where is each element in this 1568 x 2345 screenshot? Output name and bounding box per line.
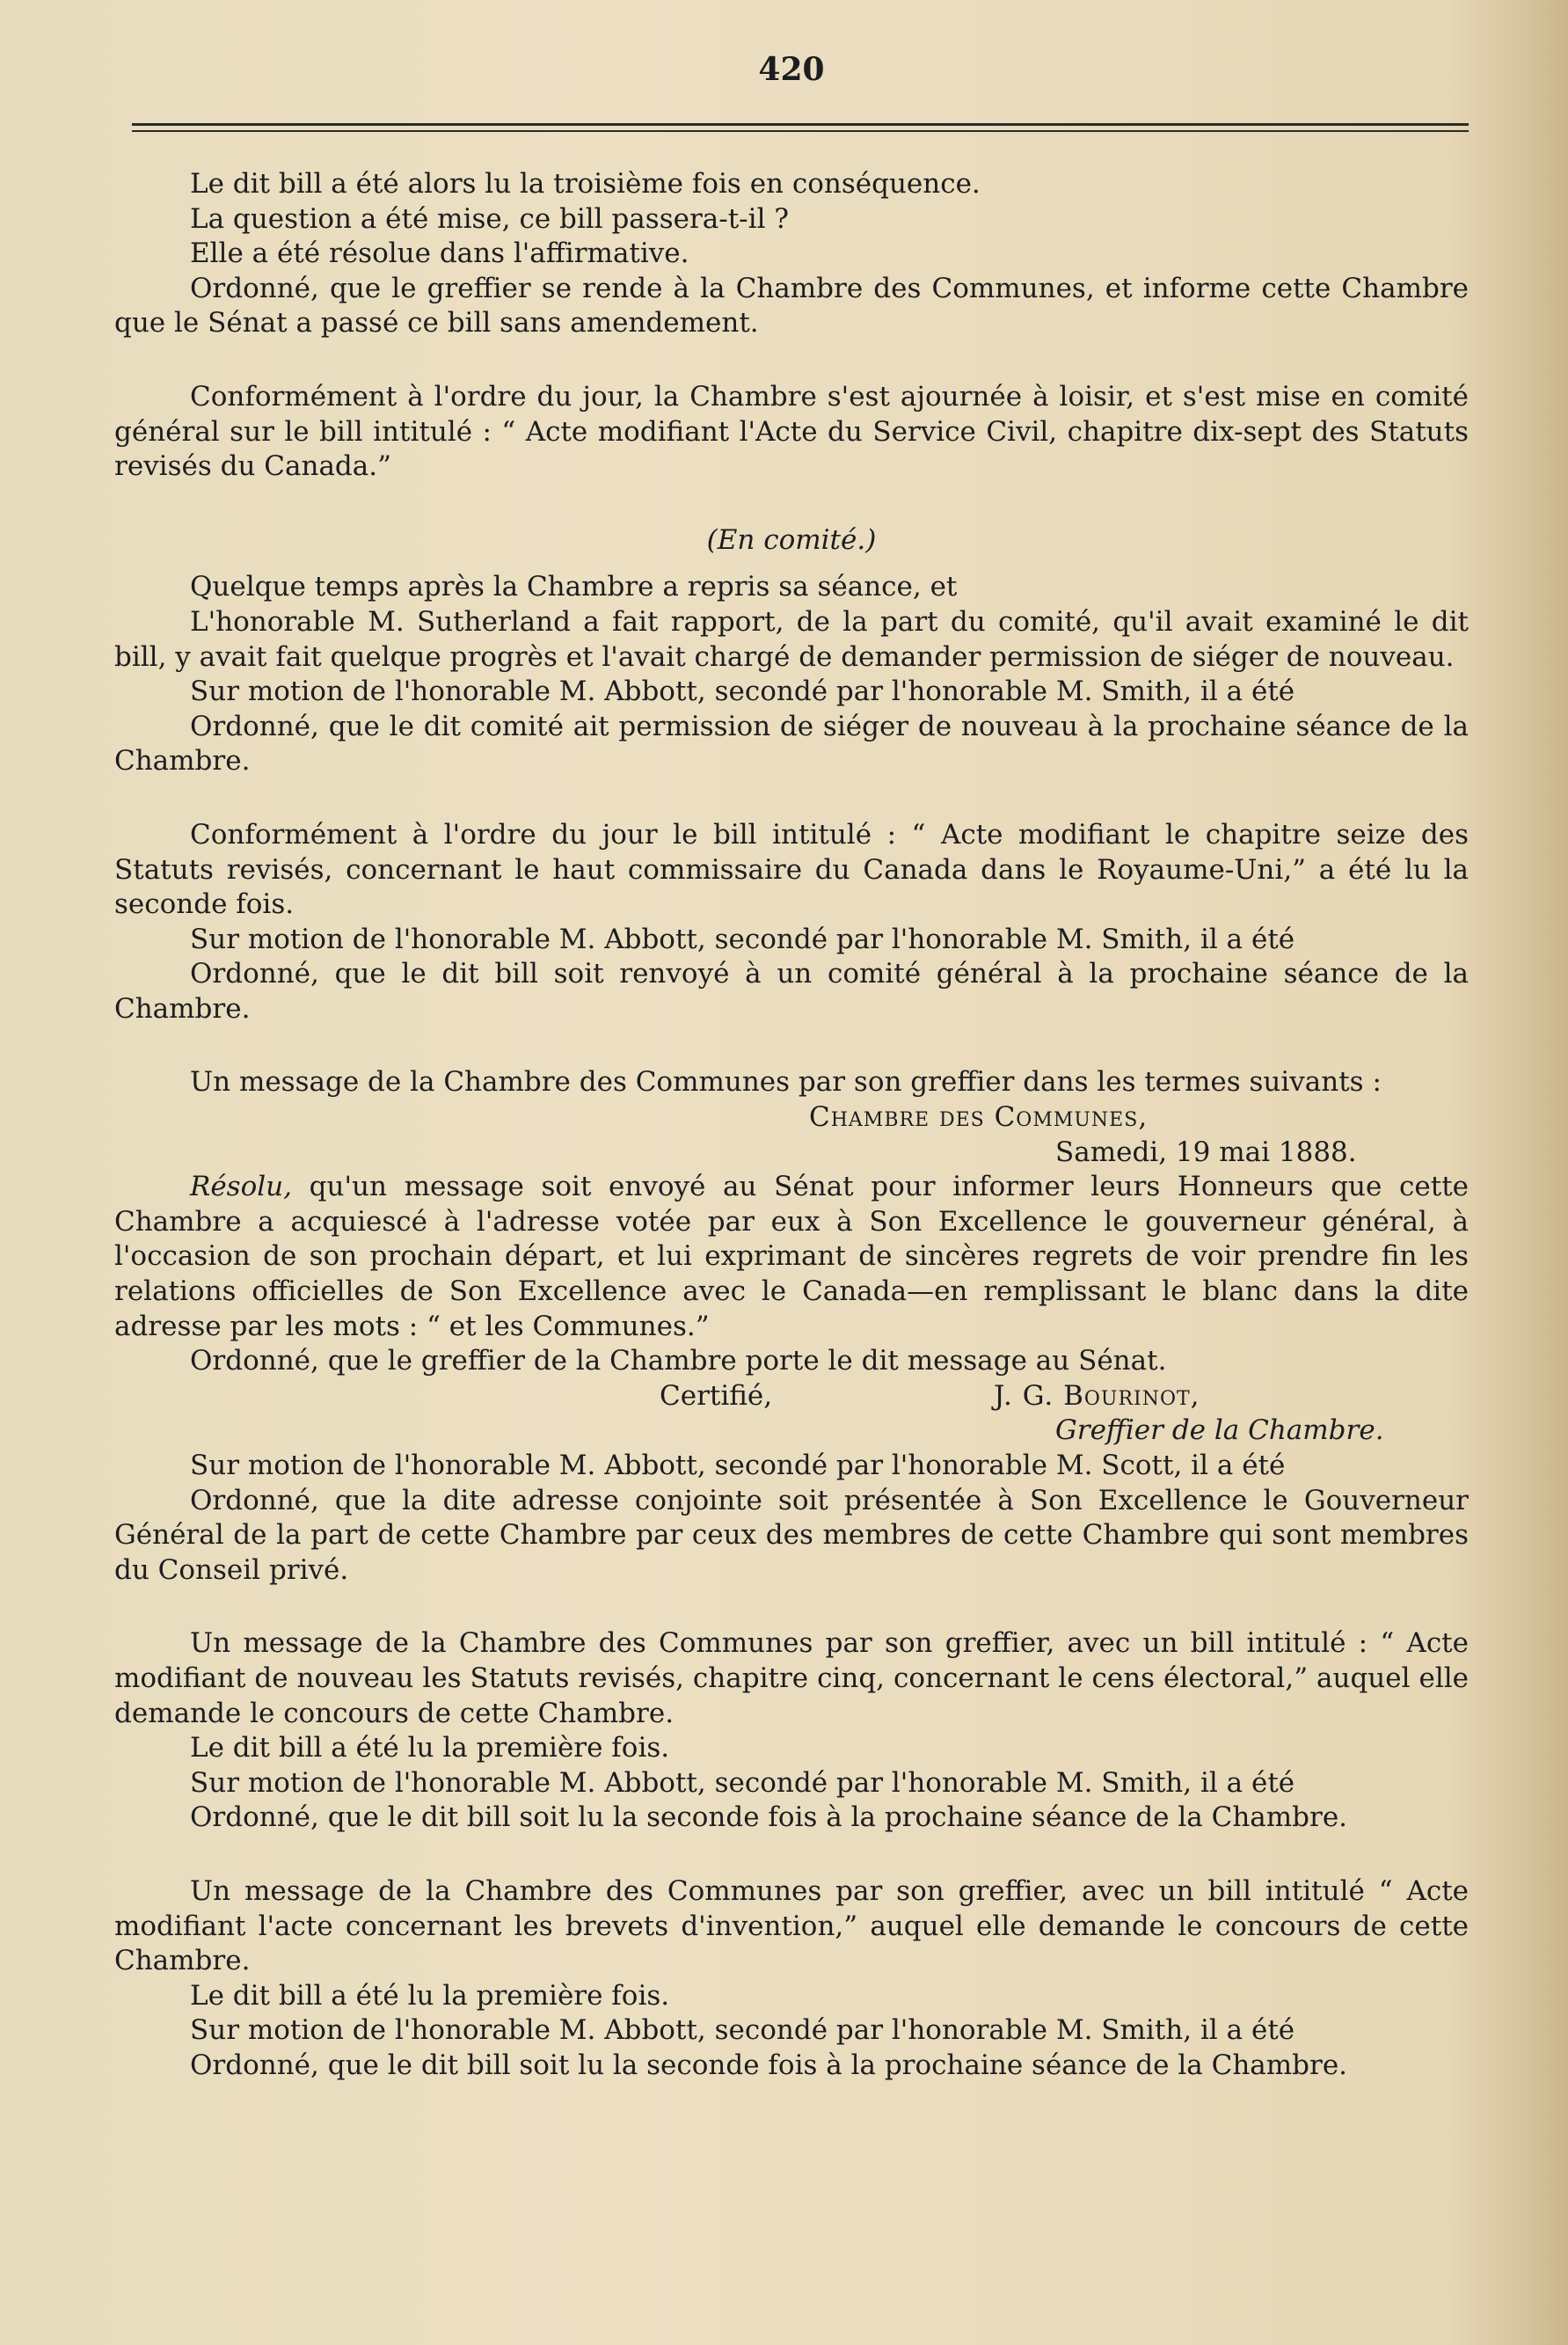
paragraph-affirmative: Elle a été résolue dans l'affirmative. [190, 237, 689, 270]
paragraph-order-general-committee: Ordonné, que le dit bill soit renvoyé à un comité général à la prochaine séance de la Chambre. [114, 958, 1469, 1025]
heading-en-comite: (En comité.) [706, 523, 877, 556]
paragraph-resumed-sitting: Quelque temps après la Chambre a repris sa séance, et [190, 571, 958, 603]
paragraph-order-second-reading: Ordonné, que le dit bill soit lu la seconde fois à la prochaine séance de la Chambre. [190, 2049, 1348, 2081]
paragraph-motion-abbott-scott: Sur motion de l'honorable M. Abbott, secondé par l'honorable M. Scott, il a été [190, 1450, 1286, 1481]
spacer [114, 341, 1469, 380]
paragraph-commons-message: Un message de la Chambre des Communes par son greffier dans les termes suivants : [190, 1066, 1382, 1099]
message-date: Samedi, 19 mai 1888. [1055, 1136, 1357, 1168]
spacer [114, 558, 1469, 570]
spacer [114, 779, 1469, 818]
spacer [114, 1588, 1469, 1626]
paragraph-order-second-reading: Ordonné, que le dit bill soit lu la seconde fois à la prochaine séance de la Chambre. [190, 1801, 1348, 1834]
paragraph-motion-abbott-smith: Sur motion de l'honorable M. Abbott, secondé par l'honorable M. Smith, il a été [190, 1766, 1295, 1799]
clerk-title: Greffier de la Chambre. [1055, 1414, 1384, 1447]
paragraph-electoral-bill-message: Un message de la Chambre des Communes par son greffier, avec un bill intitulé : “ Acte modifiant de nouveau les Statuts revisés, chapitre cinq, concernant le cens électoral,” auquel elle demande le concours de cette Chambre. [114, 1627, 1469, 1729]
paragraph-motion-abbott-smith: Sur motion de l'honorable M. Abbott, secondé par l'honorable M. Smith, il a été [190, 923, 1295, 955]
paragraph-patents-bill-message: Un message de la Chambre des Communes par son greffier, avec un bill intitulé “ Acte modifiant l'acte concernant les brevets d'invention,” auquel elle demande le concours de cette Chambre. [114, 1874, 1469, 1977]
paragraph-sutherland-report: L'honorable M. Sutherland a fait rapport, de la part du comité, qu'il avait examiné le dit bill, y avait fait quelque progrès et l'avait chargé de demander permission de siéger de nouveau. [114, 605, 1469, 673]
paragraph-question: La question a été mise, ce bill passera-t-il ? [190, 202, 789, 235]
document-body [114, 167, 1469, 2084]
paragraph-high-commissioner-bill: Conformément à l'ordre du jour le bill intitulé : “ Acte modifiant le chapitre seize des Statuts revisés, concernant le haut commissaire du Canada dans le Royaume-Uni,” a été lu la seconde fois. [114, 818, 1469, 921]
clerk-name: J. G. Bourinot, [994, 1379, 1200, 1412]
paragraph-order-clerk: Ordonné, que le greffier se rende à la Chambre des Communes, et informe cette Chambre que le Sénat a passé ce bill sans amendement. [114, 272, 1469, 340]
paragraph-order-joint-address: Ordonné, que la dite adresse conjointe soit présentée à Son Excellence le Gouverneur Général de la part de cette Chambre par ceux des membres de cette Chambre qui sont membres du Conseil privé. [114, 1484, 1469, 1586]
page-number: 420 [758, 51, 825, 88]
paragraph-first-reading: Le dit bill a été lu la première fois. [190, 1732, 670, 1764]
paragraph-motion-abbott-smith: Sur motion de l'honorable M. Abbott, secondé par l'honorable M. Smith, il a été [190, 2014, 1295, 2047]
paragraph-order-committee-sit: Ordonné, que le dit comité ait permission de siéger de nouveau à la prochaine séance de la Chambre. [114, 710, 1469, 778]
header-rule-bottom [132, 130, 1469, 132]
header-rule-top [132, 123, 1469, 126]
spacer [114, 1836, 1469, 1874]
paragraph-third-reading: Le dit bill a été alors lu la troisième fois en conséquence. [190, 168, 981, 200]
header-rule [132, 123, 1469, 135]
certified-label: Certifié, [660, 1379, 773, 1412]
spacer [114, 485, 1469, 523]
resolu-label: Résolu, [190, 1171, 292, 1203]
paragraph-civil-service-committee: Conformément à l'ordre du jour, la Chambre s'est ajournée à loisir, et s'est mise en comité général sur le bill intitulé : “ Acte modifiant l'Acte du Service Civil, chapitre dix-sept des Statuts revisés du Canada.” [114, 380, 1469, 483]
resolution-text: qu'un message soit envoyé au Sénat pour informer leurs Honneurs que cette Chambre a acquiescé à l'adresse votée par eux à Son Excellence le gouverneur général, à l'occasion de son prochain départ, et lui exprimant de sincères regrets de voir prendre fin les relations officielles de Son Excellence avec le Canada—en remplissant le blanc dans la dite adresse par les mots : “ et les Communes.” [114, 1171, 1469, 1342]
paragraph-resolution [114, 1170, 1469, 1344]
paragraph-motion-abbott-smith: Sur motion de l'honorable M. Abbott, secondé par l'honorable M. Smith, il a été [190, 676, 1295, 708]
spacer [114, 1026, 1469, 1065]
certification-line [114, 1379, 1469, 1414]
paragraph-order-message-senate: Ordonné, que le greffier de la Chambre porte le dit message au Sénat. [190, 1345, 1167, 1377]
clerk-title-line [114, 1414, 1469, 1449]
message-place: Chambre des Communes, [809, 1101, 1149, 1134]
paragraph-first-reading: Le dit bill a été lu la première fois. [190, 1979, 670, 2012]
